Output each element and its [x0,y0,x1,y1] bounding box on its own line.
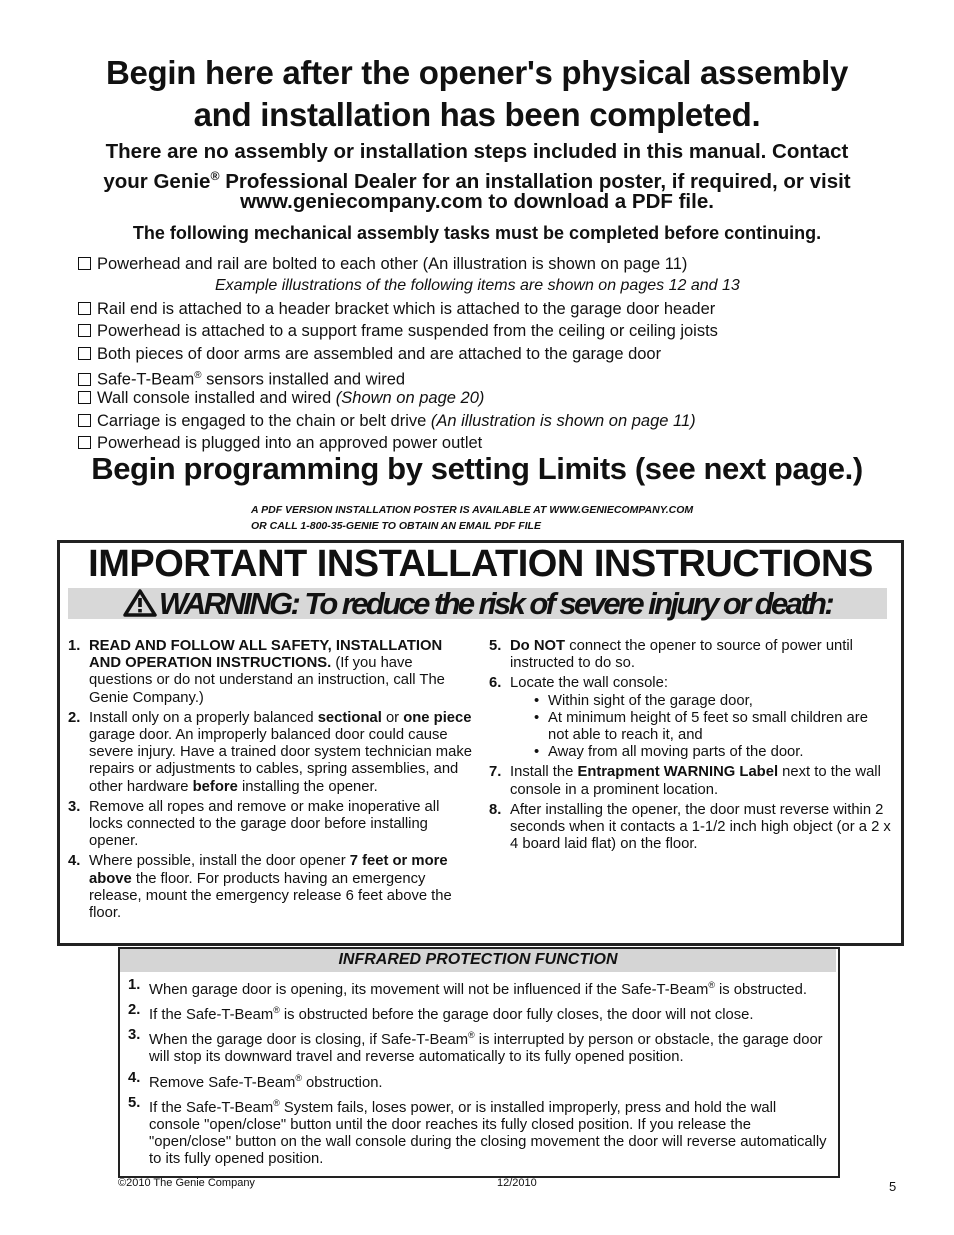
item-number: 7. [489,764,502,781]
pdf-note-line2: OR CALL 1-800-35-GENIE TO OBTAIN AN EMAIL PDF FILE [251,520,541,532]
bullet-list [510,693,892,762]
infrared-item [128,1095,828,1169]
item-text: obstruction. [301,1074,383,1091]
item-text: is obstructed before the garage door fully closes, the door will not close. [279,1007,754,1024]
item-bold-text: Entrapment WARNING Label [577,764,779,781]
item-text: the floor. For products having an emergency release, mount the emergency release 6 feet above the floor. [89,870,452,922]
item-bold-text: sectional [317,709,382,726]
task-text: Carriage is engaged to the chain or belt drive [97,412,431,430]
item-text: Locate the wall console: [510,675,668,692]
task-text: Wall console installed and wired [97,389,336,407]
instruction-item [478,802,892,854]
item-number: 5. [128,1094,141,1111]
bullet-item [510,744,892,761]
task-text: Rail end is attached to a header bracket which is attached to the garage door header [97,300,716,318]
item-text: If the Safe-T-Beam [149,1099,274,1116]
bullet-icon: • [534,692,540,709]
important-title: IMPORTANT INSTALLATION INSTRUCTIONS [88,543,873,585]
item-number: 5. [489,638,502,654]
registered-mark: ® [468,1030,475,1041]
warning-triangle-icon [123,589,157,617]
task-item [78,320,718,342]
intro-line2b: Professional Dealer for an installation poster, if required, or visit [219,169,851,193]
bullet-item [510,693,892,710]
bullet-text: At minimum height of 5 feet so small children are not able to reach it, and [548,709,868,744]
bullet-text: Away from all moving parts of the door. [548,744,804,761]
item-bold-text: one piece [403,709,472,726]
programming-heading: Begin programming by setting Limits (see next page.) [91,451,863,486]
task-text: sensors installed and wired [201,370,406,389]
task-text: Safe-T-Beam [97,370,195,389]
instruction-item [478,764,892,798]
item-text: Remove Safe-T-Beam [149,1074,296,1091]
bullet-item [510,710,892,744]
bullet-text: Within sight of the garage door, [548,692,753,709]
page-title-line1: Begin here after the opener's physical assembly [105,54,849,91]
item-text: connect the opener to source of power until instructed to do so. [510,638,853,672]
item-text: is obstructed. [714,981,807,998]
item-text: After installing the opener, the door must reverse within 2 seconds when it contacts a 1-1/2 inch high object (or a 2 x 4 board laid flat) on the floor. [510,801,891,853]
item-number: 2. [128,1002,141,1019]
footer-copyright: ©2010 The Genie Company [118,1177,255,1189]
item-text: When garage door is opening, its movement will not be influenced if the Safe-T-Beam [149,981,709,998]
tasks-title: The following mechanical assembly tasks must be completed before continuing. [132,223,822,243]
bullet-icon: • [534,709,540,726]
item-bold-text: 7 feet or more above [89,853,448,887]
intro-line1: There are no assembly or installation steps included in this manual. Contact [105,140,849,163]
item-text: installing the opener. [237,778,378,795]
checkbox-icon [78,414,91,427]
task-item [78,343,661,365]
task-item [78,410,696,432]
instruction-item [478,675,892,761]
page-number: 5 [889,1179,897,1194]
registered-mark: ® [273,1005,280,1016]
registered-mark: ® [210,169,220,183]
task-text: Both pieces of door arms are assembled and are attached to the garage door [97,345,662,363]
registered-mark: ® [708,980,715,990]
checkbox-icon [78,302,91,315]
checkbox-icon [78,391,91,404]
item-number: 6. [489,675,502,692]
item-number: 3. [128,1027,141,1044]
infrared-list [128,977,828,1171]
intro-line2a: your Genie [103,169,211,193]
item-number: 8. [489,801,502,818]
instruction-item [478,638,892,672]
infrared-item [128,977,828,999]
task-reference: (Shown on page 20) [335,389,485,407]
item-number: 1. [68,638,81,654]
instructions-right-column [478,638,892,856]
warning-text: WARNING: To reduce the risk of severe injury or death: [158,586,833,621]
item-text: Remove all ropes and remove or make inoperative all locks connected to the garage door before installing opener. [89,798,440,850]
item-text: or [381,709,404,726]
item-text: Install the [510,764,578,781]
instructions-left-column [57,638,477,925]
instruction-item [57,799,477,851]
pdf-note-line1: A PDF VERSION INSTALLATION POSTER IS AVAILABLE AT WWW.GENIECOMPANY.COM [251,504,694,516]
item-bold-text: READ AND FOLLOW ALL SAFETY, INSTALLATION AND OPERATION INSTRUCTIONS. [89,638,443,672]
task-text: Powerhead is plugged into an approved power outlet [97,434,483,452]
item-number: 2. [68,709,81,726]
item-text: is interrupted by person or obstacle, the garage door will stop its downward travel and reverse automatically to its fully opened position. [149,1032,823,1066]
item-text: (If you have questions or do not understand an instruction, call The Genie Company.) [89,655,445,706]
registered-mark: ® [273,1097,280,1108]
checkbox-icon [78,324,91,337]
item-text: garage door. An improperly balanced door could cause severe injury. Have a trained door system technician make repairs or adjustments to cables, spring assemblies, and other hardware [89,727,472,795]
footer-date: 12/2010 [497,1177,537,1189]
checkbox-icon [78,436,91,449]
item-text: Where possible, install the door opener [89,853,350,870]
task-item [78,387,484,409]
task-text: Powerhead is attached to a support frame suspended from the ceiling or ceiling joists [97,322,718,340]
instruction-item [57,638,477,707]
registered-mark: ® [295,1072,302,1083]
item-text: Install only on a properly balanced [89,709,318,726]
infrared-title: INFRARED PROTECTION FUNCTION [338,951,618,968]
example-note: Example illustrations of the following items are shown on pages 12 and 13 [215,277,740,294]
task-item [78,298,715,320]
item-text: System fails, loses power, or is installed improperly, press and hold the wall console "open/close" button until the door reaches its fully closed position. If you release the "open/close" button on the wall console during the closing movement the door will reverse automatically to its fully opened position. [149,1099,827,1168]
item-number: 4. [68,853,81,870]
item-text: next to the wall console in a prominent location. [510,764,881,798]
bullet-icon: • [534,744,540,761]
instruction-item [57,853,477,922]
item-text: If the Safe-T-Beam [149,1007,274,1024]
item-bold-text: before [192,778,238,795]
infrared-item [128,1027,828,1066]
warning-heading [68,586,887,622]
checkbox-icon [78,347,91,360]
item-bold-text: Do NOT [510,638,566,654]
checkbox-icon [78,257,91,270]
item-number: 4. [128,1069,141,1086]
task-reference: (An illustration is shown on page 11) [430,412,696,430]
page-title-line2: and installation has been completed. [193,96,761,133]
checkbox-icon [78,373,91,386]
item-number: 3. [68,798,81,815]
infrared-item [128,1070,828,1092]
item-number: 1. [128,977,141,993]
task-text: Powerhead and rail are bolted to each other (An illustration is shown on page 11) [97,255,688,273]
registered-mark: ® [194,370,202,381]
instruction-item [57,710,477,796]
infrared-item [128,1002,828,1024]
item-text: When the garage door is closing, if Safe-T-Beam [149,1032,469,1049]
intro-line3: www.geniecompany.com to download a PDF file. [240,190,714,213]
task-item [78,253,687,275]
